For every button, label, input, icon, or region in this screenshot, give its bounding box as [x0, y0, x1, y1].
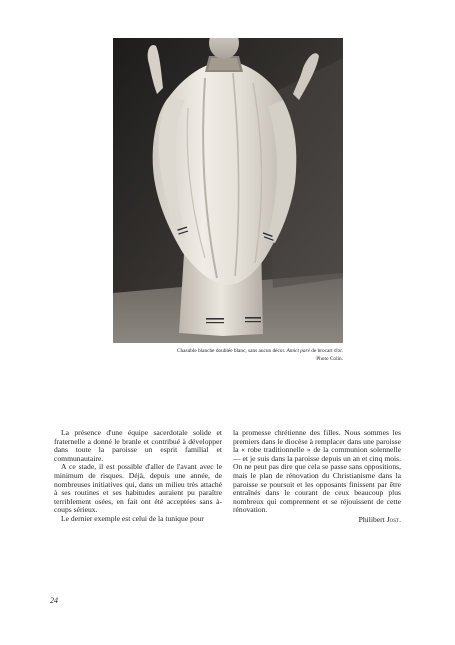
chasuble-photo — [113, 38, 343, 343]
paragraph: Le dernier exemple est celui de la tunique pour — [61, 513, 204, 523]
photo-credit: Photo Colin. — [316, 356, 343, 362]
text-column-left — [54, 429, 222, 524]
paragraph: A ce stade, il est possible d'aller de l'avant avec le minimum de risques. Déjà, depuis une année, de nombreuses initiatives qui, dans un milieu très attaché à ses routines et ses habitudes auraient pu paraître terriblement osées, en fait ont été acceptées sans à-coups sérieux. — [54, 462, 222, 515]
author-last-name: Jost. — [386, 514, 401, 524]
paragraph: la promesse chrétienne des filles. Nous sommes les premiers dans le diocèse à remplacer dans une paroisse la « robe traditionnelle » de la communion solennelle — et je suis dans la paroisse depuis un an et cinq mois. On ne peut pas dire que cela se passe sans oppositions, mais le plan de rénovation du Christianisme dans la paroisse se poursuit et les opposants finissent par être entraînés dans le courant de ceux beaucoup plus nombreux qui comprennent et se réjouissent de cette rénovation. — [233, 428, 401, 515]
caption-italic: Amict paré — [286, 348, 310, 354]
author-first-name: Philibert — [358, 514, 385, 524]
caption-rest: de brocart d'or. — [311, 348, 343, 354]
caption-main: Chasuble blanche doublée blanc, sans aucun décor. — [176, 348, 286, 354]
text-column-right — [233, 429, 401, 525]
photo-caption — [113, 347, 343, 363]
page-number: 24 — [50, 596, 58, 605]
paragraph: La présence d'une équipe sacerdotale solide et fraternelle a donné le branle et contribué à développer dans toute la paroisse un esprit familial et communautaire. — [54, 428, 222, 463]
author-signature — [233, 516, 401, 525]
